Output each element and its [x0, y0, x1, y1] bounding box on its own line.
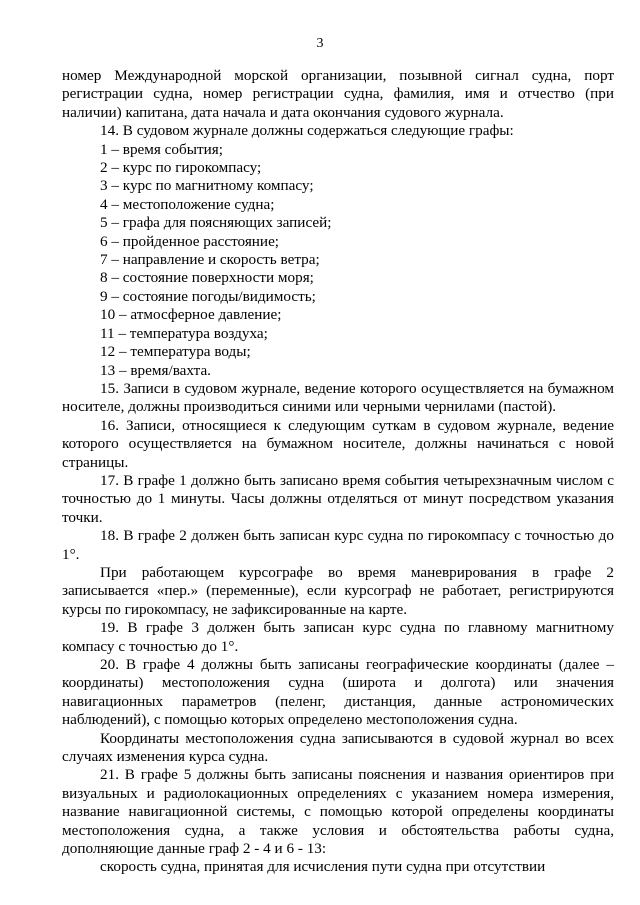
page-number: 3 [316, 36, 324, 51]
paragraph: 14. В судовом журнале должны содержаться следующие графы: [100, 122, 514, 140]
list-item: 7 – направление и скорость ветра; [100, 251, 320, 269]
list-item: 13 – время/вахта. [100, 361, 211, 379]
paragraph: номер Международной морской организации, позывной сигнал судна, порт регистрации судна, номер регистрации судна, фамилия, имя и отчество (при наличии) капитана, дата начала и дата окончания судового журнала. [62, 67, 614, 121]
document-body [62, 67, 614, 877]
list-item: 4 – местоположение судна; [100, 195, 275, 213]
list-item: 3 – курс по магнитному компасу; [100, 177, 314, 195]
paragraph: 21. В графе 5 должны быть записаны пояснения и названия ориентиров при визуальных и радиолокационных определениях с указанием номера измерения, название навигационной системы, с помощью которой определены координаты местоположения судна, а также условия и обстоятельства работы судна, дополняющие данные граф 2 - 4 и 6 - 13: [62, 766, 614, 858]
paragraph: При работающем курсографе во время маневрирования в графе 2 записывается «пер.» (переменные), если курсограф не работает, регистрируются курсы по гирокомпасу, не зафиксированные на карте. [62, 563, 614, 618]
paragraph: 15. Записи в судовом журнале, ведение которого осуществляется на бумажном носителе, должны производиться синими или черными чернилами (пастой). [62, 379, 614, 416]
list-item: 10 – атмосферное давление; [100, 306, 282, 324]
list-item: 11 – температура воздуха; [100, 324, 268, 342]
list-item: 2 – курс по гирокомпасу; [100, 159, 262, 177]
paragraph: Координаты местоположения судна записываются в судовой журнал во всех случаях изменения курса судна. [62, 729, 614, 766]
list-item: 6 – пройденное расстояние; [100, 232, 280, 250]
list-item: 12 – температура воды; [100, 343, 251, 361]
list-item: 9 – состояние погоды/видимость; [100, 287, 316, 305]
list-item: 5 – графа для поясняющих записей; [100, 214, 332, 232]
paragraph: 19. В графе 3 должен быть записан курс судна по главному магнитному компасу с точностью до 1°. [62, 619, 614, 655]
list-item: 1 – время события; [100, 140, 223, 158]
paragraph: 18. В графе 2 должен быть записан курс судна по гирокомпасу с точностью до 1°. [62, 527, 614, 563]
list-item: 8 – состояние поверхности моря; [100, 269, 314, 287]
paragraph: 20. В графе 4 должны быть записаны географические координаты (далее – координаты) местоположения судна (широта и долгота) или значения навигационных параметров (пеленг, дистанция, данные астрономических наблюдений), с помощью которых определено местоположения судна. [62, 656, 614, 729]
paragraph: скорость судна, принятая для исчисления пути судна при отсутствии [100, 858, 546, 876]
paragraph: 16. Записи, относящиеся к следующим суткам в судовом журнале, ведение которого осуществляется на бумажном носителе, должны начинаться с новой страницы. [62, 416, 614, 471]
paragraph: 17. В графе 1 должно быть записано время события четырехзначным числом с точностью до 1 минуты. Часы должны отделяться от минут посредством указания точки. [62, 471, 614, 526]
